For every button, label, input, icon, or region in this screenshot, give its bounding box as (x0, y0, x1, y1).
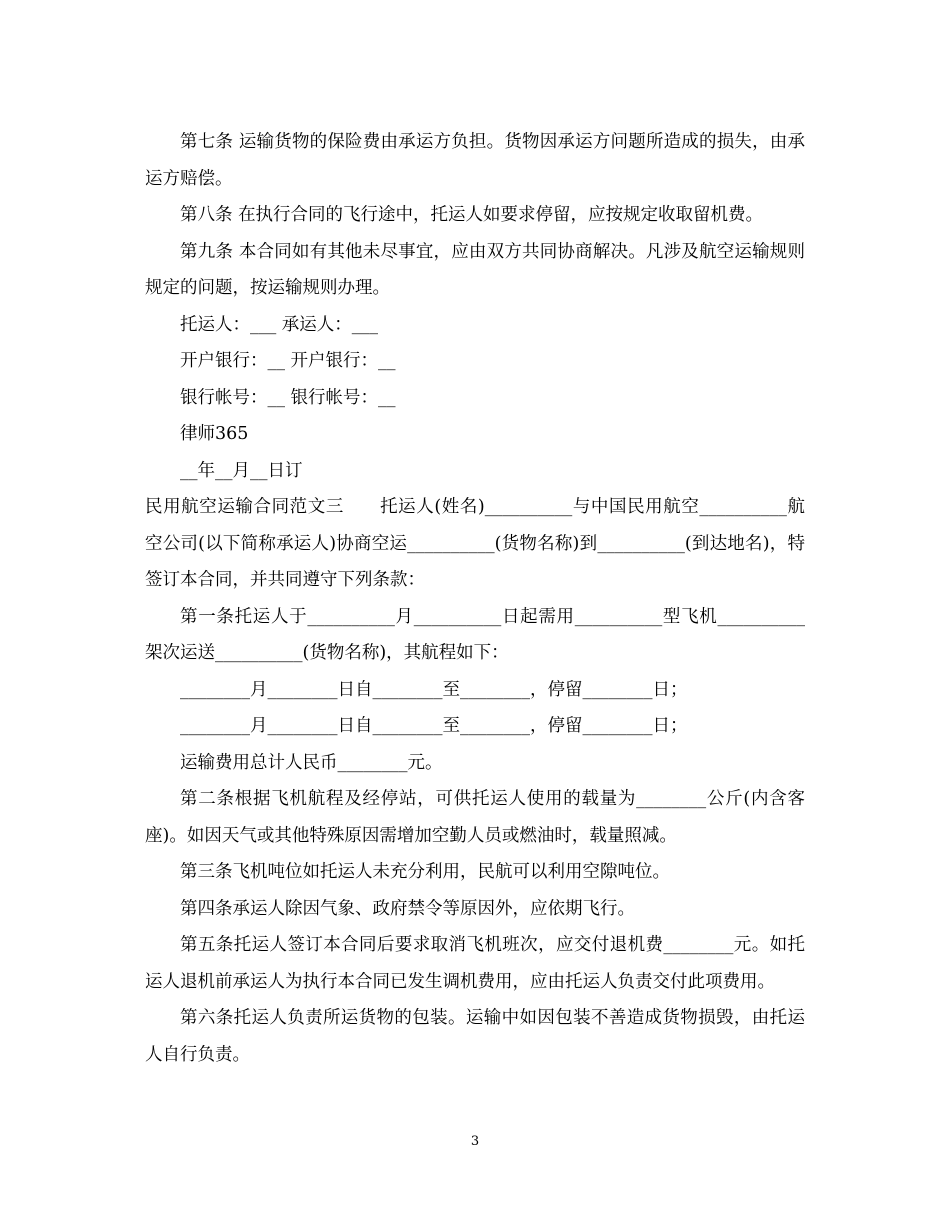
contract-3-article-4: 第四条承运人除因气象、政府禁令等原因外，应依期飞行。 (180, 898, 635, 919)
signature-bank: 开户银行：__ 开户银行：__ (180, 351, 396, 371)
contract-3-article-6: 第六条托运人负责所运货物的包装。运输中如因包装不善造成货物损毁，由托运人自行负责。 (145, 1008, 805, 1065)
page-number: 3 (470, 1134, 480, 1149)
date-line: __年__月__日订 (180, 460, 303, 481)
contract-3-route-line-1: ________月________日自________至________，停留________日； (180, 679, 688, 700)
contract-3-route-line-2: ________月________日自________至________，停留________日； (180, 716, 688, 736)
signature-account: 银行帐号：__ 银行帐号：__ (180, 387, 396, 408)
contract-3-article-2: 第二条根据飞机航程及经停站，可供托运人使用的载量为________公斤(内含客座)。如因天气或其他特殊原因需增加空勤人员或燃油时，载量照减。 (145, 789, 805, 846)
contract-3-article-5: 第五条托运人签订本合同后要求取消飞机班次，应交付退机费________元。如托运人退机前承运人为执行本合同已发生调机费用，应由托运人负责交付此项费用。 (145, 935, 805, 992)
contract-3-article-3: 第三条飞机吨位如托运人未充分利用，民航可以利用空隙吨位。 (180, 862, 670, 882)
article-8: 第八条 在执行合同的飞行途中，托运人如要求停留，应按规定收取留机费。 (180, 205, 764, 225)
contract-3-article-1: 第一条托运人于__________月__________日起需用__________型飞机__________架次运送__________(货物名称)，其航程如下： (145, 606, 805, 663)
source-line: 律师365 (180, 424, 249, 444)
article-9: 第九条 本合同如有其他未尽事宜，应由双方共同协商解决。凡涉及航空运输规则规定的问题，按运输规则办理。 (145, 241, 805, 298)
signature-parties: 托运人：___ 承运人：___ (180, 314, 379, 335)
contract-3-intro: 民用航空运输合同范文三 托运人(姓名)__________与中国民用航空__________航空公司(以下简称承运人)协商空运__________(货物名称)到__________(到达地名)，特签订本合同，并共同遵守下列条款： (145, 497, 805, 590)
contract-3-fee: 运输费用总计人民币________元。 (180, 752, 443, 773)
document-body (145, 124, 805, 1073)
article-7: 第七条 运输货物的保险费由承运方负担。货物因承运方问题所造成的损失，由承运方赔偿。 (145, 132, 805, 189)
